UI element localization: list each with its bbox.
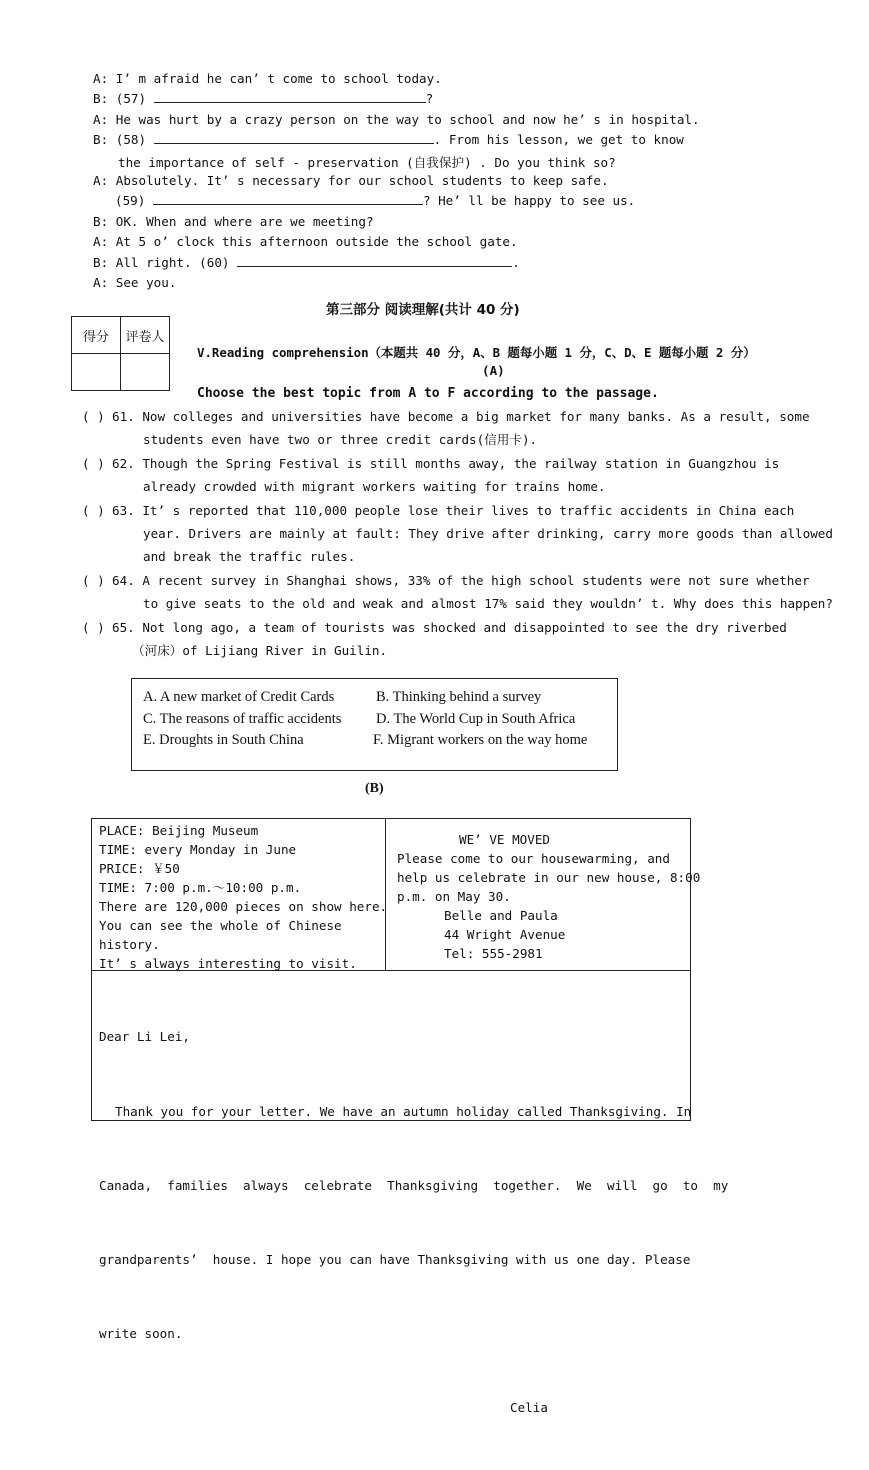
dialog-line-10-prefix: B: All right. (60) [93, 255, 230, 270]
question-62-line-1: 62. Though the Spring Festival is still months away, the railway station in Guangzhou is [112, 456, 780, 471]
letter [99, 976, 728, 1470]
answer-blank-57[interactable] [154, 91, 426, 103]
question-65 [82, 616, 792, 662]
topic-d: D. The World Cup in South Africa [376, 711, 576, 727]
question-65-line-2: （河床）of Lijiang River in Guilin. [132, 643, 388, 658]
question-64 [82, 569, 833, 615]
dialog-line-7-prefix: (59) [115, 193, 146, 208]
dialog-line-4-suffix: . From his lesson, we get to know [433, 132, 684, 147]
museum-line-5: There are 120,000 pieces on show here. [99, 899, 388, 914]
dialog-line-2 [93, 91, 433, 106]
dialog-line-3: A: He was hurt by a crazy person on the way to school and now he’ s in hospital. [93, 112, 700, 127]
moved-address: 44 Wright Avenue [444, 927, 566, 942]
dialog-line-6: A: Absolutely. It’ s necessary for our school students to keep safe. [93, 173, 609, 188]
topic-c: C. The reasons of traffic accidents [143, 711, 342, 727]
dialog-line-7-suffix: ? He’ ll be happy to see us. [422, 193, 636, 208]
topic-b: B. Thinking behind a survey [376, 689, 542, 705]
topic-a: A. A new market of Credit Cards [143, 689, 335, 705]
dialog-line-4 [93, 132, 684, 147]
answer-paren-62[interactable]: ( ) [82, 456, 105, 471]
museum-line-6: You can see the whole of Chinese [99, 918, 342, 933]
letter-line-2: Canada, families always celebrate Thanksgiving together. We will go to my [99, 1177, 729, 1193]
answer-paren-63[interactable]: ( ) [82, 503, 105, 518]
museum-price: PRICE: ￥50 [99, 861, 180, 876]
answer-blank-59[interactable] [153, 193, 423, 205]
question-62 [82, 452, 792, 498]
letter-line-1: Thank you for your letter. We have an autumn holiday called Thanksgiving. In [115, 1103, 692, 1119]
dialog-line-9: A: At 5 o’ clock this afternoon outside the school gate. [93, 234, 518, 249]
dialog-line-10 [93, 255, 520, 270]
letter-greeting: Dear Li Lei, [99, 1029, 190, 1045]
score-cell[interactable] [72, 354, 121, 391]
reading-b-box [91, 818, 729, 1415]
moved-title: WE’ VE MOVED [459, 832, 550, 847]
letter-signature: Celia [510, 1399, 548, 1415]
section-a-label: (A) [482, 363, 505, 378]
answer-blank-60[interactable] [237, 255, 512, 267]
dialog-line-1: A: I’ m afraid he can’ t come to school today. [93, 71, 442, 86]
dialog-line-5: the importance of self - preservation (自我保护) . Do you think so? [118, 155, 616, 170]
section-b-label: (B) [365, 781, 384, 796]
dialog-line-10-suffix: . [512, 255, 520, 270]
question-63 [82, 499, 833, 568]
answer-blank-58[interactable] [154, 132, 434, 144]
moved-names: Belle and Paula [444, 908, 558, 923]
question-62-line-2: already crowded with migrant workers waiting for trains home. [143, 479, 606, 494]
question-61-line-2: students even have two or three credit cards(信用卡). [143, 432, 538, 447]
letter-line-4: write soon. [99, 1325, 183, 1341]
answer-paren-65[interactable]: ( ) [82, 620, 105, 635]
topic-f: F. Migrant workers on the way home [373, 732, 588, 748]
moved-notice [397, 830, 700, 963]
question-65-line-1: 65. Not long ago, a team of tourists was shocked and disappointed to see the dry riverbed [112, 620, 787, 635]
letter-line-3: grandparents’ house. I hope you can have Thanksgiving with us one day. Please [99, 1251, 691, 1267]
museum-hours: TIME: 7:00 p.m.～10:00 p.m. [99, 880, 302, 895]
question-63-line-3: and break the traffic rules. [143, 549, 356, 564]
moved-line-3: p.m. on May 30. [397, 889, 511, 904]
answer-paren-61[interactable]: ( ) [82, 409, 105, 424]
museum-line-8: It’ s always interesting to visit. [99, 956, 357, 971]
section5-title: V.Reading comprehension（本题共 40 分，A、B 题每小题 1 分，C、D、E 题每小题 2 分） [197, 345, 756, 360]
dialog-line-2-suffix: ? [425, 91, 434, 106]
dialog-line-8: B: OK. When and where are we meeting? [93, 214, 374, 229]
topic-e: E. Droughts in South China [143, 732, 304, 748]
museum-notice [99, 821, 387, 973]
dialog-line-2-prefix: B: (57) [93, 91, 147, 106]
topics-box [131, 678, 618, 771]
question-61 [82, 405, 810, 451]
question-63-line-2: year. Drivers are mainly at fault: They drive after drinking, carry more goods than allowed [143, 526, 833, 541]
dialog-line-4-prefix: B: (58) [93, 132, 147, 147]
part3-title: 第三部分 阅读理解(共计 40 分) [326, 302, 520, 318]
moved-line-1: Please come to our housewarming, and [397, 851, 670, 866]
museum-line-7: history. [99, 937, 160, 952]
museum-place: PLACE: Beijing Museum [99, 823, 259, 838]
museum-time: TIME: every Monday in June [99, 842, 297, 857]
dialog-line-7 [115, 193, 635, 208]
grader-cell[interactable] [121, 354, 170, 391]
moved-line-2: help us celebrate in our new house, 8:00 [397, 870, 701, 885]
question-64-line-2: to give seats to the old and weak and almost 17% said they wouldn’ t. Why does this happen? [143, 596, 833, 611]
answer-paren-64[interactable]: ( ) [82, 573, 105, 588]
grader-header: 评卷人 [121, 317, 170, 354]
moved-phone: Tel: 555-2981 [444, 946, 543, 961]
section-a-instruction: Choose the best topic from A to F according to the passage. [197, 386, 659, 401]
question-64-line-1: 64. A recent survey in Shanghai shows, 33% of the high school students were not sure whether [112, 573, 810, 588]
dialog-line-11: A: See you. [93, 275, 177, 290]
question-63-line-1: 63. It’ s reported that 110,000 people lose their lives to traffic accidents in China each [112, 503, 795, 518]
score-table [71, 316, 170, 391]
score-header: 得分 [72, 317, 121, 354]
question-61-line-1: 61. Now colleges and universities have become a big market for many banks. As a result, some [112, 409, 810, 424]
